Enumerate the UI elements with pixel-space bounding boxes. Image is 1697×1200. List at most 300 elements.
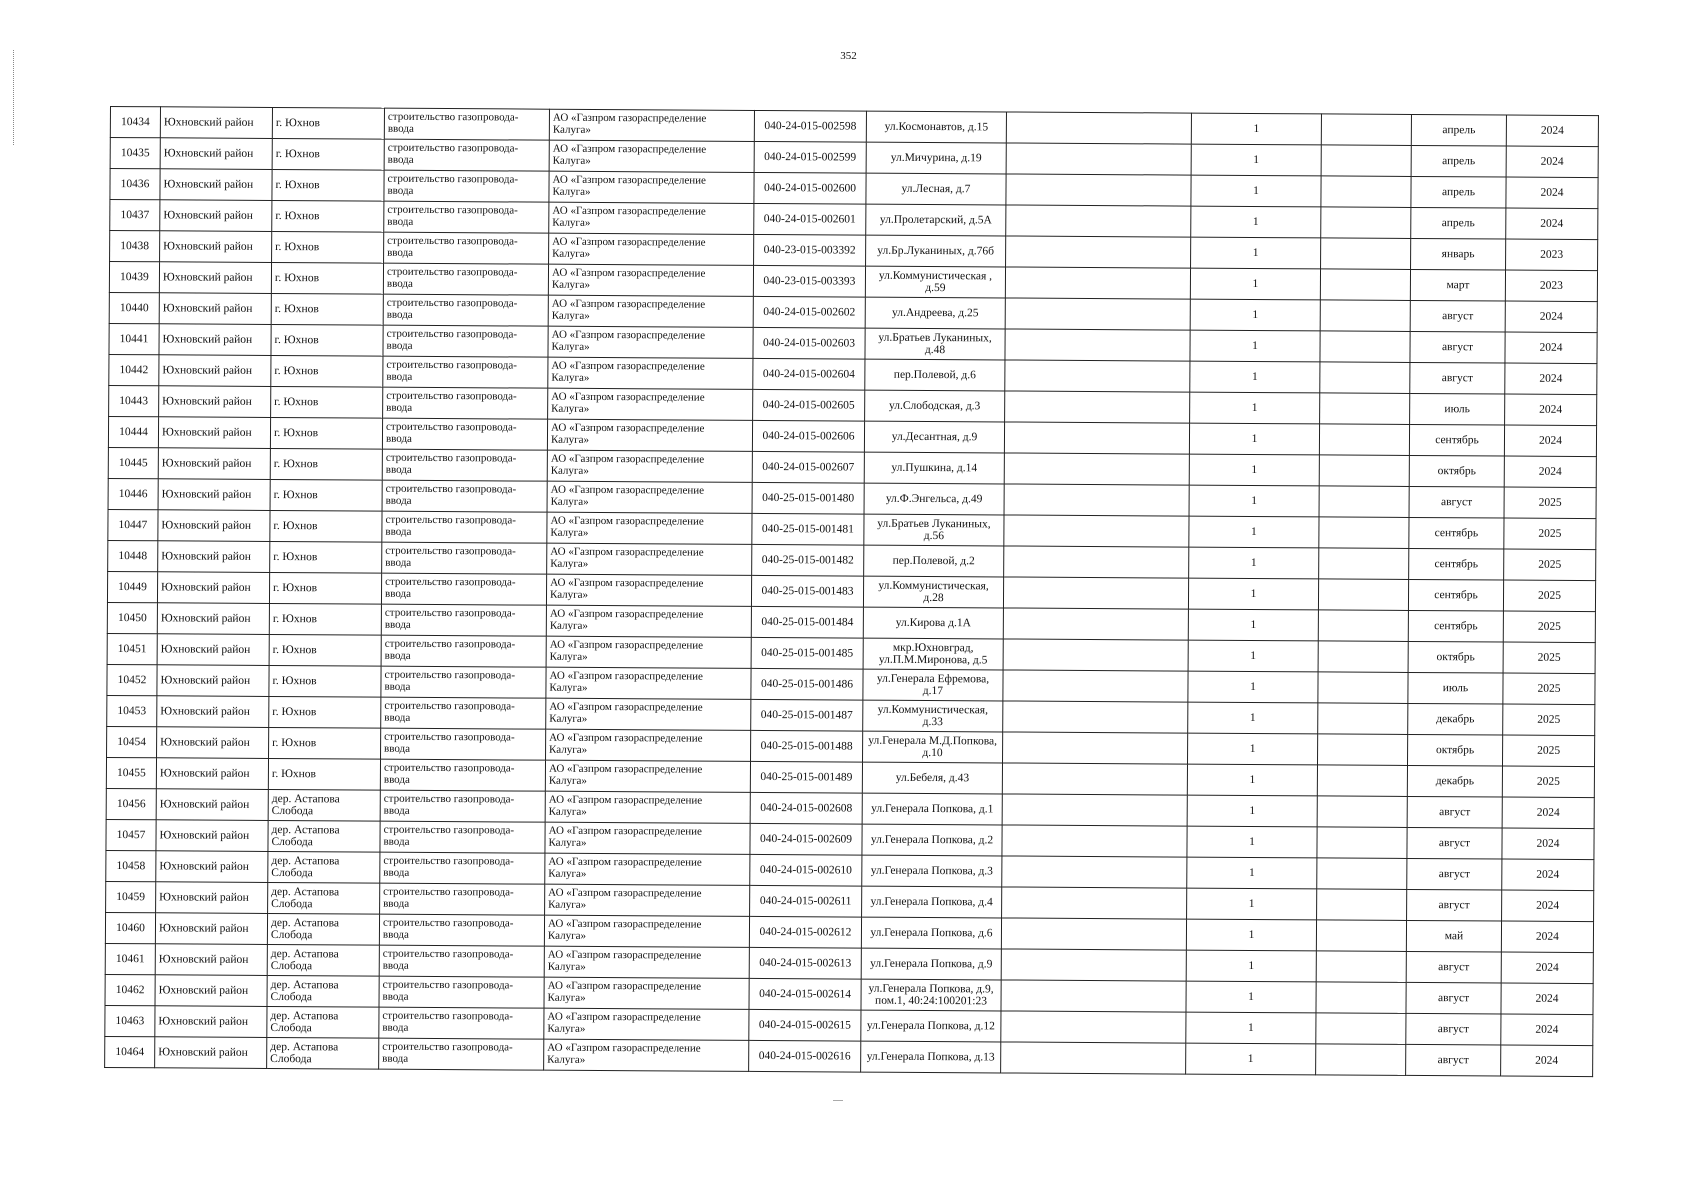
- month-cell: май: [1406, 920, 1501, 952]
- cadastre-number-cell: 040-24-015-002598: [754, 110, 866, 142]
- page-number: 352: [840, 50, 857, 62]
- locality-cell: г. Юхнов: [272, 138, 384, 170]
- district-cell: Юхновский район: [157, 572, 269, 604]
- locality-cell: г. Юхнов: [272, 107, 384, 139]
- organization-line-1: АО «Газпром газораспределение: [548, 856, 702, 870]
- work-type-line-2: ввода: [386, 401, 413, 414]
- empty-cell: [1320, 331, 1410, 363]
- empty-cell: [1003, 639, 1188, 671]
- work-type-cell: [379, 1038, 544, 1070]
- empty-cell: [1005, 391, 1190, 423]
- organization-cell: [544, 946, 749, 978]
- work-type-line-1: строительство газопровода-: [386, 390, 517, 403]
- month-cell: декабрь: [1407, 765, 1502, 797]
- year-cell: 2024: [1502, 797, 1594, 829]
- row-number: 10444: [108, 416, 158, 447]
- district-cell: Юхновский район: [156, 789, 268, 821]
- address-cell: ул.Генерала Попкова, д.9: [861, 948, 1001, 980]
- work-type-line-2: ввода: [382, 928, 409, 941]
- month-cell: август: [1410, 300, 1505, 332]
- year-cell: 2025: [1503, 704, 1595, 736]
- row-number: 10442: [109, 354, 159, 385]
- cadastre-number-cell: 040-23-015-003392: [754, 234, 866, 266]
- organization-cell: [546, 636, 751, 668]
- work-type-line-1: строительство газопровода-: [386, 266, 518, 279]
- empty-cell: [1317, 827, 1407, 859]
- organization-line-2: Калуга»: [549, 743, 588, 756]
- empty-cell: [1005, 298, 1190, 330]
- cadastre-number-cell: 040-24-015-002611: [750, 885, 862, 917]
- month-cell: июль: [1408, 672, 1503, 704]
- row-number: 10454: [107, 726, 157, 757]
- work-type-cell: [380, 883, 545, 915]
- row-number: 10459: [106, 881, 156, 912]
- organization-cell: [546, 667, 751, 699]
- work-type-cell: [382, 480, 547, 512]
- organization-cell: [549, 109, 754, 141]
- organization-cell: [548, 326, 753, 358]
- work-type-line-1: строительство газопровода-: [382, 917, 514, 930]
- cadastre-number-cell: 040-24-015-002614: [749, 978, 861, 1010]
- work-type-line-2: ввода: [386, 308, 413, 321]
- year-cell: 2024: [1501, 952, 1593, 984]
- quantity-cell: 1: [1186, 919, 1316, 951]
- quantity-cell: 1: [1191, 237, 1321, 269]
- organization-cell: [547, 450, 752, 482]
- address-cell: мкр.Юхновград, ул.П.М.Миронова, д.5: [863, 638, 1003, 670]
- work-type-line-1: строительство газопровода-: [387, 111, 519, 124]
- work-type-cell: [382, 418, 547, 450]
- district-cell: Юхновский район: [159, 324, 271, 356]
- work-type-cell: [384, 108, 549, 140]
- registry-sheet: [104, 106, 1599, 1077]
- year-cell: 2024: [1505, 363, 1597, 395]
- district-cell: Юхновский район: [159, 355, 271, 387]
- organization-cell: [545, 791, 750, 823]
- district-cell: Юхновский район: [158, 541, 270, 573]
- margin-dotted-line: [13, 50, 16, 145]
- year-cell: 2024: [1506, 208, 1598, 240]
- organization-line-2: Калуга»: [550, 464, 589, 477]
- work-type-line-1: строительство газопровода-: [387, 235, 518, 248]
- month-cell: сентябрь: [1409, 548, 1504, 580]
- organization-line-2: Калуга»: [549, 619, 588, 632]
- empty-cell: [1005, 329, 1190, 361]
- organization-line-1: АО «Газпром газораспределение: [549, 670, 703, 684]
- organization-cell: [548, 388, 753, 420]
- organization-line-1: АО «Газпром газораспределение: [551, 360, 705, 374]
- year-cell: 2024: [1506, 115, 1598, 147]
- district-cell: Юхновский район: [160, 169, 272, 201]
- locality-cell: г. Юхнов: [270, 541, 382, 573]
- work-type-line-1: строительство газопровода-: [384, 638, 516, 651]
- cadastre-number-cell: 040-25-015-001481: [752, 513, 864, 545]
- address-cell: ул.Генерала Попкова, д.1: [862, 793, 1002, 825]
- district-cell: Юхновский район: [156, 882, 268, 914]
- row-number: 10456: [106, 788, 156, 819]
- address-cell: ул.Братьев Луканиных, д.56: [864, 514, 1004, 546]
- empty-cell: [1318, 579, 1408, 611]
- empty-cell: [1318, 672, 1408, 704]
- work-type-line-1: строительство газопровода-: [383, 855, 514, 868]
- empty-cell: [1002, 887, 1187, 919]
- row-number: 10438: [110, 231, 160, 262]
- empty-cell: [1317, 765, 1407, 797]
- cadastre-number-cell: 040-25-015-001486: [751, 668, 863, 700]
- quantity-cell: 1: [1191, 113, 1321, 145]
- district-cell: Юхновский район: [157, 603, 269, 635]
- empty-cell: [1321, 238, 1411, 270]
- district-cell: Юхновский район: [155, 944, 267, 976]
- work-type-cell: [382, 542, 547, 574]
- organization-line-1: АО «Газпром газораспределение: [551, 267, 706, 281]
- row-number: 10446: [108, 478, 158, 509]
- organization-line-1: АО «Газпром газораспределение: [550, 577, 704, 591]
- work-type-cell: [379, 914, 544, 946]
- quantity-cell: 1: [1187, 826, 1317, 858]
- row-number: 10457: [106, 819, 156, 850]
- locality-cell: дер. Астапова Слобода: [267, 944, 379, 976]
- year-cell: 2023: [1505, 270, 1597, 302]
- empty-cell: [1003, 732, 1188, 764]
- quantity-cell: 1: [1188, 733, 1318, 765]
- organization-line-1: АО «Газпром газораспределение: [549, 732, 703, 746]
- month-cell: август: [1407, 796, 1502, 828]
- year-cell: 2024: [1505, 332, 1597, 364]
- organization-cell: [548, 295, 753, 327]
- cadastre-number-cell: 040-24-015-002604: [753, 358, 865, 390]
- organization-cell: [547, 512, 752, 544]
- organization-cell: [548, 357, 753, 389]
- work-type-line-2: ввода: [384, 618, 411, 631]
- organization-line-2: Калуга»: [551, 371, 590, 384]
- district-cell: Юхновский район: [159, 262, 271, 294]
- empty-cell: [1319, 486, 1409, 518]
- address-cell: ул.Космонавтов, д.15: [866, 111, 1006, 143]
- address-cell: ул.Ф.Энгельса, д.49: [864, 483, 1004, 515]
- organization-line-2: Калуга»: [547, 960, 586, 973]
- organization-line-1: АО «Газпром газораспределение: [547, 949, 702, 963]
- locality-cell: г. Юхнов: [272, 200, 384, 232]
- month-cell: октябрь: [1408, 641, 1503, 673]
- row-number: 10461: [105, 943, 155, 974]
- row-number: 10449: [107, 571, 157, 602]
- work-type-cell: [384, 201, 549, 233]
- empty-cell: [1001, 980, 1186, 1012]
- organization-line-2: Калуга»: [552, 247, 591, 260]
- work-type-line-2: ввода: [384, 711, 411, 724]
- cadastre-number-cell: 040-23-015-003393: [753, 265, 865, 297]
- organization-line-2: Калуга»: [548, 898, 587, 911]
- locality-cell: г. Юхнов: [269, 696, 381, 728]
- district-cell: Юхновский район: [160, 138, 272, 170]
- work-type-line-2: ввода: [386, 339, 413, 352]
- row-number: 10452: [107, 664, 157, 695]
- organization-line-2: Калуга»: [551, 278, 591, 291]
- work-type-line-1: строительство газопровода-: [383, 886, 514, 899]
- district-cell: Юхновский район: [155, 975, 267, 1007]
- district-cell: Юхновский район: [160, 231, 272, 263]
- quantity-cell: 1: [1188, 671, 1318, 703]
- organization-line-1: АО «Газпром газораспределение: [548, 887, 702, 901]
- empty-cell: [1005, 360, 1190, 392]
- month-cell: апрель: [1411, 207, 1506, 239]
- address-cell: ул.Генерала Попкова, д.3: [862, 855, 1002, 887]
- organization-line-1: АО «Газпром газораспределение: [552, 112, 707, 126]
- work-type-line-2: ввода: [383, 804, 410, 817]
- empty-cell: [1001, 1042, 1186, 1074]
- work-type-line-2: ввода: [384, 649, 411, 662]
- district-cell: Юхновский район: [155, 913, 267, 945]
- empty-cell: [1318, 641, 1408, 673]
- row-number: 10453: [107, 695, 157, 726]
- work-type-line-2: ввода: [383, 835, 410, 848]
- work-type-line-1: строительство газопровода-: [386, 297, 518, 310]
- work-type-line-2: ввода: [385, 525, 412, 538]
- organization-line-2: Калуга»: [550, 557, 589, 570]
- quantity-cell: 1: [1191, 144, 1321, 176]
- row-number: 10450: [107, 602, 157, 633]
- quantity-cell: 1: [1190, 392, 1320, 424]
- month-cell: октябрь: [1409, 455, 1504, 487]
- organization-line-2: Калуга»: [550, 495, 589, 508]
- work-type-cell: [381, 728, 546, 760]
- work-type-line-2: ввода: [385, 556, 412, 569]
- year-cell: 2025: [1504, 549, 1596, 581]
- cadastre-number-cell: 040-25-015-001480: [752, 482, 864, 514]
- cadastre-number-cell: 040-24-015-002601: [754, 203, 866, 235]
- month-cell: август: [1406, 982, 1501, 1014]
- organization-line-2: Калуга»: [552, 216, 591, 229]
- work-type-line-2: ввода: [385, 432, 412, 445]
- empty-cell: [1316, 920, 1406, 952]
- locality-cell: г. Юхнов: [269, 572, 381, 604]
- organization-line-2: Калуга»: [552, 154, 591, 167]
- organization-line-2: Калуга»: [549, 650, 588, 663]
- year-cell: 2025: [1503, 673, 1595, 705]
- quantity-cell: 1: [1186, 1012, 1316, 1044]
- organization-line-1: АО «Газпром газораспределение: [548, 825, 702, 839]
- district-cell: Юхновский район: [157, 634, 269, 666]
- organization-line-2: Калуга»: [551, 309, 590, 322]
- cadastre-number-cell: 040-24-015-002600: [754, 172, 866, 204]
- quantity-cell: 1: [1191, 206, 1321, 238]
- work-type-cell: [383, 325, 548, 357]
- organization-line-2: Калуга»: [551, 402, 590, 415]
- quantity-cell: 1: [1187, 888, 1317, 920]
- organization-line-1: АО «Газпром газораспределение: [548, 763, 703, 777]
- year-cell: 2025: [1503, 580, 1595, 612]
- work-type-cell: [381, 573, 546, 605]
- empty-cell: [1001, 949, 1186, 981]
- empty-cell: [1001, 1011, 1186, 1043]
- cadastre-number-cell: 040-24-015-002616: [749, 1040, 861, 1072]
- address-cell: ул.Бебеля, д.43: [862, 762, 1002, 794]
- locality-cell: дер. Астапова Слобода: [268, 789, 380, 821]
- organization-line-2: Калуга»: [547, 1053, 586, 1066]
- cadastre-number-cell: 040-24-015-002603: [753, 327, 865, 359]
- year-cell: 2024: [1502, 890, 1594, 922]
- work-type-line-1: строительство газопровода-: [382, 948, 514, 961]
- empty-cell: [1319, 548, 1409, 580]
- organization-line-2: Калуга»: [550, 526, 589, 539]
- work-type-line-1: строительство газопровода-: [382, 1041, 513, 1054]
- organization-line-2: Калуга»: [552, 185, 591, 198]
- empty-cell: [1003, 577, 1188, 609]
- empty-cell: [1002, 794, 1187, 826]
- quantity-cell: 1: [1188, 578, 1318, 610]
- organization-cell: [549, 202, 754, 234]
- organization-line-1: АО «Газпром газораспределение: [547, 918, 702, 932]
- locality-cell: г. Юхнов: [269, 634, 381, 666]
- quantity-cell: 1: [1189, 454, 1319, 486]
- cadastre-number-cell: 040-24-015-002615: [749, 1009, 861, 1041]
- empty-cell: [1002, 763, 1187, 795]
- empty-cell: [1001, 918, 1186, 950]
- row-number: 10441: [109, 323, 159, 354]
- quantity-cell: 1: [1187, 857, 1317, 889]
- organization-line-1: АО «Газпром газораспределение: [547, 980, 702, 994]
- work-type-line-1: строительство газопровода-: [386, 328, 518, 341]
- month-cell: сентябрь: [1408, 579, 1503, 611]
- district-cell: Юхновский район: [155, 1006, 267, 1038]
- year-cell: 2023: [1506, 239, 1598, 271]
- address-cell: ул.Пушкина, д.14: [864, 452, 1004, 484]
- empty-cell: [1316, 982, 1406, 1014]
- work-type-line-1: строительство газопровода-: [383, 762, 515, 775]
- empty-cell: [1321, 207, 1411, 239]
- work-type-line-2: ввода: [383, 897, 410, 910]
- quantity-cell: 1: [1190, 268, 1320, 300]
- year-cell: 2025: [1503, 611, 1595, 643]
- cadastre-number-cell: 040-25-015-001484: [751, 606, 863, 638]
- empty-cell: [1321, 114, 1411, 146]
- work-type-line-2: ввода: [387, 122, 414, 135]
- cadastre-number-cell: 040-25-015-001487: [751, 699, 863, 731]
- empty-cell: [1004, 484, 1189, 516]
- locality-cell: г. Юхнов: [270, 417, 382, 449]
- work-type-cell: [382, 449, 547, 481]
- address-cell: ул.Генерала Попкова, д.6: [861, 917, 1001, 949]
- work-type-line-1: строительство газопровода-: [384, 700, 515, 713]
- work-type-line-1: строительство газопровода-: [384, 731, 515, 744]
- work-type-cell: [379, 945, 544, 977]
- row-number: 10436: [110, 169, 160, 200]
- month-cell: август: [1409, 486, 1504, 518]
- work-type-line-2: ввода: [385, 463, 412, 476]
- row-number: 10440: [109, 292, 159, 323]
- address-cell: пер.Полевой, д.2: [864, 545, 1004, 577]
- month-cell: август: [1407, 827, 1502, 859]
- month-cell: август: [1406, 1013, 1501, 1045]
- empty-cell: [1004, 515, 1189, 547]
- organization-cell: [544, 977, 749, 1009]
- district-cell: Юхновский район: [156, 851, 268, 883]
- work-type-cell: [380, 821, 545, 853]
- work-type-line-2: ввода: [387, 153, 414, 166]
- cadastre-number-cell: 040-24-015-002610: [750, 854, 862, 886]
- locality-cell: дер. Астапова Слобода: [267, 1037, 379, 1069]
- organization-line-1: АО «Газпром газораспределение: [550, 484, 705, 498]
- locality-cell: г. Юхнов: [271, 262, 383, 294]
- year-cell: 2025: [1504, 518, 1596, 550]
- row-number: 10448: [108, 540, 158, 571]
- month-cell: август: [1407, 858, 1502, 890]
- month-cell: август: [1410, 331, 1505, 363]
- organization-cell: [544, 1008, 749, 1040]
- organization-cell: [549, 140, 754, 172]
- work-type-line-1: строительство газопровода-: [385, 452, 517, 465]
- month-cell: март: [1410, 269, 1505, 301]
- row-number: 10455: [106, 757, 156, 788]
- organization-line-2: Калуга»: [551, 340, 590, 353]
- organization-line-1: АО «Газпром газораспределение: [550, 515, 704, 529]
- work-type-cell: [379, 976, 544, 1008]
- work-type-line-2: ввода: [387, 215, 414, 228]
- cadastre-number-cell: 040-24-015-002609: [750, 823, 862, 855]
- row-number: 10464: [105, 1036, 155, 1067]
- organization-line-2: Калуга»: [548, 867, 587, 880]
- empty-cell: [1006, 143, 1191, 175]
- quantity-cell: 1: [1186, 981, 1316, 1013]
- work-type-cell: [383, 263, 548, 295]
- empty-cell: [1320, 269, 1410, 301]
- row-number: 10463: [105, 1005, 155, 1036]
- row-number: 10445: [108, 447, 158, 478]
- organization-cell: [544, 915, 749, 947]
- cadastre-number-cell: 040-24-015-002608: [750, 792, 862, 824]
- year-cell: 2024: [1501, 1045, 1593, 1077]
- empty-cell: [1319, 455, 1409, 487]
- quantity-cell: 1: [1187, 764, 1317, 796]
- locality-cell: дер. Астапова Слобода: [267, 975, 379, 1007]
- month-cell: апрель: [1411, 176, 1506, 208]
- row-number: 10435: [110, 138, 160, 169]
- quantity-cell: 1: [1186, 1043, 1316, 1075]
- work-type-line-2: ввода: [382, 1052, 409, 1065]
- cadastre-number-cell: 040-24-015-002605: [753, 389, 865, 421]
- month-cell: декабрь: [1408, 703, 1503, 735]
- organization-line-2: Калуга»: [548, 836, 587, 849]
- row-number: 10439: [109, 262, 159, 293]
- row-number: 10451: [107, 633, 157, 664]
- locality-cell: г. Юхнов: [269, 727, 381, 759]
- organization-line-1: АО «Газпром газораспределение: [547, 1042, 701, 1056]
- work-type-line-1: строительство газопровода-: [382, 1010, 513, 1023]
- organization-line-2: Калуга»: [548, 774, 587, 787]
- year-cell: 2025: [1502, 766, 1594, 798]
- address-cell: ул.Генерала Попкова, д.9, пом.1, 40:24:100201:23: [861, 979, 1001, 1011]
- row-number: 10447: [108, 509, 158, 540]
- quantity-cell: 1: [1188, 640, 1318, 672]
- cadastre-number-cell: 040-25-015-001482: [752, 544, 864, 576]
- organization-line-2: Калуга»: [547, 929, 587, 942]
- year-cell: 2024: [1504, 456, 1596, 488]
- work-type-line-2: ввода: [384, 587, 412, 600]
- month-cell: июль: [1410, 393, 1505, 425]
- organization-cell: [547, 543, 752, 575]
- address-cell: ул.Генерала Попкова, д.12: [861, 1010, 1001, 1042]
- work-type-line-1: строительство газопровода-: [387, 142, 519, 155]
- organization-line-2: Калуга»: [552, 123, 591, 136]
- year-cell: 2024: [1501, 921, 1593, 953]
- work-type-line-1: строительство газопровода-: [387, 173, 519, 186]
- empty-cell: [1006, 205, 1191, 237]
- locality-cell: г. Юхнов: [271, 293, 383, 325]
- empty-cell: [1316, 951, 1406, 983]
- quantity-cell: 1: [1188, 609, 1318, 641]
- organization-line-1: АО «Газпром газораспределение: [550, 453, 705, 467]
